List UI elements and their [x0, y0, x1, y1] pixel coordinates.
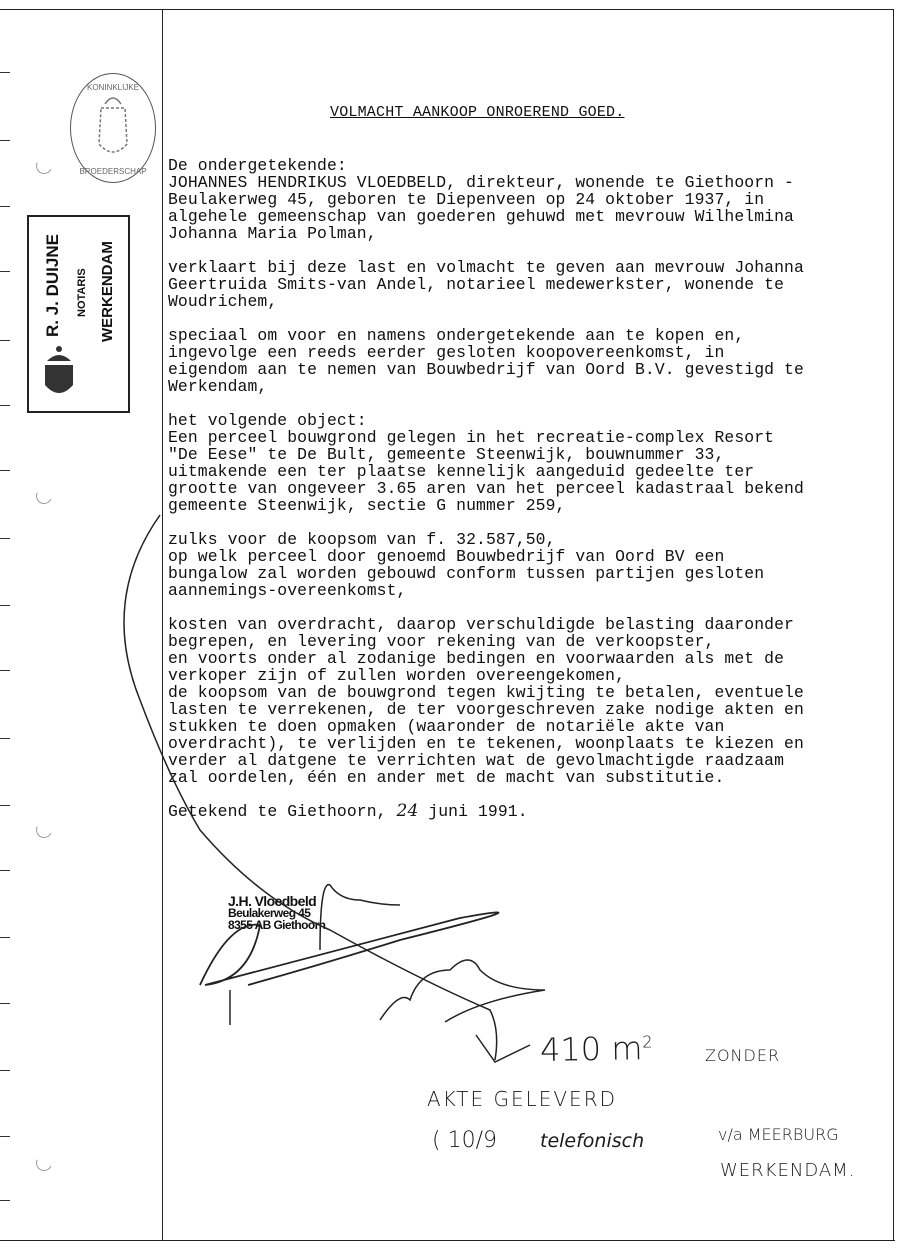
note-area: 410 $m^2$: [539, 1029, 653, 1069]
svg-text:BROEDERSCHAP: BROEDERSCHAP: [79, 167, 147, 176]
note-zonder: ZONDER: [705, 1046, 781, 1065]
check-mark-stroke: [124, 515, 497, 1060]
signer-name: J.H. Vloedbeld: [228, 893, 317, 909]
signed-line: Getekend te Giethoorn, 24 juni 1991.: [168, 801, 528, 821]
notary-role: NOTARIS: [76, 268, 88, 317]
document-title: VOLMACHT AANKOOP ONROEREND GOED.: [330, 104, 625, 121]
signer-street: Beulakerweg 45: [228, 906, 311, 920]
note-akte-geleverd: AKTE GELEVERD: [427, 1087, 617, 1111]
svg-text:KONINKLIJKE: KONINKLIJKE: [86, 83, 140, 92]
signer-city: 8355 AB Giethoorn: [228, 918, 326, 932]
note-date: ( 10/9: [432, 1128, 497, 1153]
paragraph-conditions: kosten van overdracht, daarop verschuldigde belasting daaronder begrepen, en levering voor rekening van de verkoopster, en voorts onder al zodanige bedingen en voorwaarden als met de verkoper zijn of zullen worden overeengekomen, de koopsom van de bouwgrond tegen kwijting te betalen, eventuele lasten te verrekenen, de ter voorgeschreven zake nodige akten en stukken te doen opmaken (waaronder de notariële akte van overdracht), te verlijden en te tekenen, woonplaats te kiezen en verder al datgene te verrichten wat de gevolmachtigde raadzaam zal oordelen, één en ander met de macht van substitutie.: [168, 615, 804, 787]
note-werkendam: WERKENDAM.: [720, 1160, 856, 1181]
handwritten-day: 24: [396, 801, 419, 821]
note-meerburg: v/a MEERBURG: [718, 1125, 839, 1144]
paragraph-purpose: speciaal om voor en namens ondergetekende aan te kopen en, ingevolge een reeds eerder gesloten koopovereenkomst, in eigendom aan te nemen van Bouwbedrijf van Oord B.V. gevestigd te Werkendam,: [168, 326, 804, 396]
paragraph-attorney: verklaart bij deze last en volmacht te geven aan mevrouw Johanna Geertruida Smits-van Andel, notarieel medewerkster, wonende te Woudrichem,: [168, 258, 804, 311]
signature-vloedbeld: [200, 912, 498, 985]
notary-name: R. J. DUIJNE: [43, 234, 62, 337]
notary-city: WERKENDAM: [99, 241, 116, 342]
paragraph-appearer: De ondergetekende: JOHANNES HENDRIKUS VLOEDBELD, direkteur, wonende te Giethoorn - Beulakerweg 45, geboren te Diepenveen op 24 oktober 1937, in algehele gemeenschap van goederen gehuwd met mevrouw Wilhelmina Johanna Maria Polman,: [168, 156, 794, 243]
paragraph-price: zulks voor de koopsom van f. 32.587,50, op welk perceel door genoemd Bouwbedrijf van Oord BV een bungalow zal worden gebouwd conform tussen partijen gesloten aannemings-overeenkomst,: [168, 530, 765, 600]
note-telefonisch: telefonisch: [540, 1130, 645, 1152]
paragraph-object: het volgende object: Een perceel bouwgrond gelegen in het recreatie-complex Resort "De Eese" te De Bult, gemeente Steenwijk, bouwnummer 33, uitmakende een ter plaatse kennelijk aangeduid gedeelte ter grootte van ongeveer 3.65 aren van het perceel kadastraal bekend gemeente Steenwijk, sectie G nummer 259,: [168, 411, 804, 515]
